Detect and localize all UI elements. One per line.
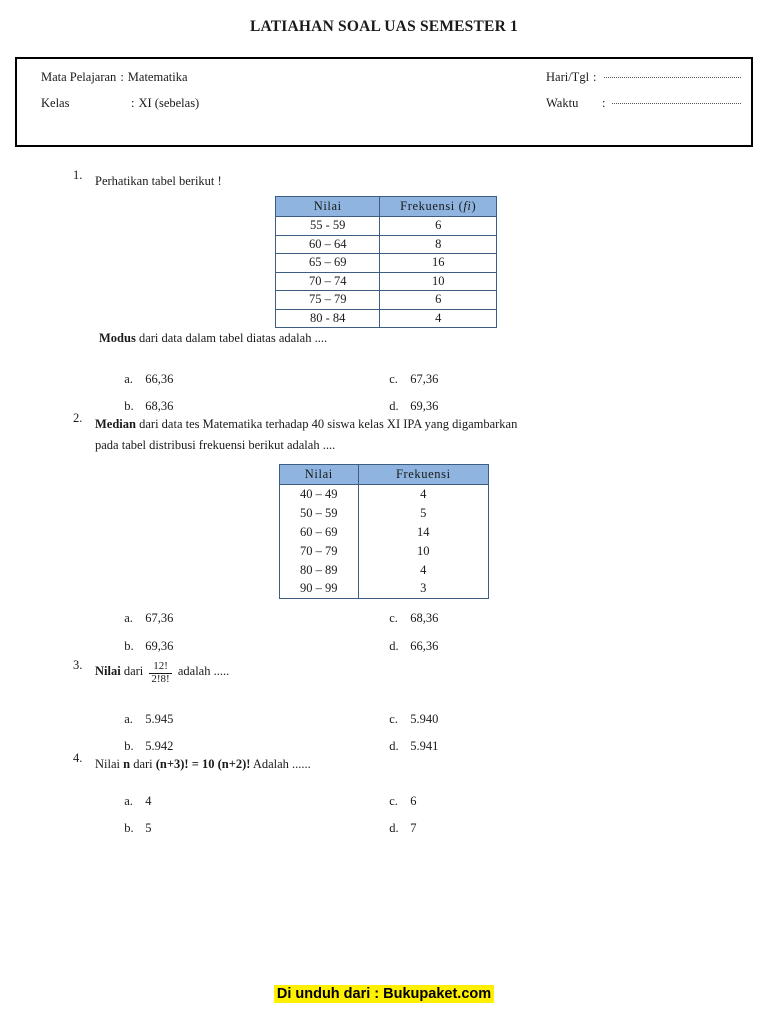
table1-interval: 55 - 59 [276,217,380,236]
q4-pre: Nilai [95,757,124,771]
table2-header-frekuensi: Frekuensi [358,465,488,485]
frequency-table-2 [279,464,489,599]
subject-value: Matematika [127,70,188,84]
table1-interval: 60 – 64 [276,235,380,254]
table1-frequency: 6 [380,217,497,236]
frek-post: ) [471,199,477,213]
option-key: a. [124,794,133,808]
option-value: 5.942 [145,739,174,753]
date-label: Hari/Tgl [546,70,590,84]
question-2-prompt [95,411,517,437]
question-2-option-c[interactable] [383,596,438,626]
median-line2: pada tabel distribusi frekuensi berikut adalah .... [95,438,336,452]
table2-frequency: 4 [420,562,427,577]
time-label: Waktu [546,96,579,110]
table-row [276,309,497,328]
fraction-numerator: 12! [149,661,171,674]
table1-interval: 75 – 79 [276,291,380,310]
date-colon: : [593,70,597,84]
question-4-option-d[interactable] [383,806,417,836]
option-key: d. [389,739,399,753]
option-value: 68,36 [145,399,174,413]
table-row [276,235,497,254]
question-3-option-c[interactable] [383,697,438,727]
question-1-option-d[interactable] [383,384,438,414]
table2-interval: 80 – 89 [280,561,359,580]
q3-pre: dari [120,664,147,678]
class-row [41,96,199,111]
table-row [276,254,497,273]
option-key: b. [124,639,134,653]
q4-post: Adalah ...... [250,757,311,771]
table-row [280,523,489,542]
question-3-number: 3. [73,658,83,672]
q4-mid: dari [130,757,156,771]
option-key: d. [389,399,399,413]
option-key: b. [124,821,134,835]
question-3-option-a[interactable] [118,697,173,727]
option-value: 66,36 [145,372,174,386]
table-row [280,485,489,504]
table1-frequency: 6 [380,291,497,310]
question-2-option-b[interactable] [118,624,173,654]
time-fill-line[interactable] [612,103,741,104]
option-value: 5.945 [145,712,174,726]
class-label: Kelas [41,96,70,110]
frequency-table-1 [275,196,497,328]
option-value: 5 [145,821,152,835]
q3-post: adalah ..... [174,664,230,678]
modus-keyword: Modus [99,331,136,345]
option-value: 69,36 [410,399,439,413]
table2-frequency: 14 [417,524,430,539]
question-1-option-a[interactable] [118,357,173,387]
option-key: d. [389,821,399,835]
table2-frequency: 10 [417,543,430,558]
table2-interval: 60 – 69 [280,523,359,542]
option-value: 6 [410,794,417,808]
option-value: 67,36 [410,372,439,386]
option-value: 4 [145,794,152,808]
table1-frequency: 16 [380,254,497,273]
time-colon: : [602,96,606,110]
option-key: c. [389,372,398,386]
median-keyword: Median [95,417,136,431]
table2-interval: 70 – 79 [280,542,359,561]
table1-frequency: 4 [380,309,497,328]
nilai-keyword: Nilai [95,664,121,678]
question-3-option-b[interactable] [118,724,173,754]
option-key: c. [389,611,398,625]
q4-variable: n [123,757,131,771]
table2-frequency: 4 [420,486,427,501]
table2-frequency: 5 [420,505,427,520]
table1-interval: 65 – 69 [276,254,380,273]
question-3-prompt [95,658,229,686]
option-value: 68,36 [410,611,439,625]
option-key: c. [389,794,398,808]
option-value: 7 [410,821,417,835]
question-2-number: 2. [73,411,83,425]
footer [0,985,768,1003]
time-row [546,96,741,111]
median-line1: dari data tes Matematika terhadap 40 siswa kelas XI IPA yang digambarkan [135,417,518,431]
class-colon: : [131,96,135,110]
option-key: a. [124,712,133,726]
modus-rest: dari data dalam tabel diatas adalah .... [135,331,328,345]
date-row [546,70,741,85]
option-value: 69,36 [145,639,174,653]
option-key: a. [124,611,133,625]
option-value: 67,36 [145,611,174,625]
table-row [276,291,497,310]
table1-frequency: 8 [380,235,497,254]
question-1-option-c[interactable] [383,357,438,387]
question-4-option-a[interactable] [118,779,152,809]
table1-header-nilai: Nilai [276,197,380,217]
question-2-option-a[interactable] [118,596,173,626]
table-header-row [276,197,497,217]
frek-pre: Frekuensi ( [400,199,464,213]
option-value: 5.940 [410,712,439,726]
subject-row [41,70,188,85]
exam-header-box [15,57,753,147]
factorial-fraction [149,661,171,685]
table1-header-frekuensi [380,197,497,217]
question-4-prompt [95,751,311,777]
option-key: a. [124,372,133,386]
table1-frequency: 10 [380,272,497,291]
question-1-subprompt [99,331,327,346]
question-1-option-b[interactable] [118,384,173,414]
question-4-number: 4. [73,751,83,765]
q4-equation: (n+3)! = 10 (n+2)! [155,757,251,771]
table-row [276,272,497,291]
date-fill-line[interactable] [604,77,741,78]
table-header-row [280,465,489,485]
table1-interval: 70 – 74 [276,272,380,291]
option-key: d. [389,639,399,653]
question-1-number: 1. [73,168,83,182]
frek-italic: fi [463,199,472,213]
table1-interval: 80 - 84 [276,309,380,328]
table2-interval: 50 – 59 [280,504,359,523]
table-row [276,217,497,236]
table-row [280,561,489,580]
subject-colon: : [120,70,124,84]
table2-header-nilai: Nilai [280,465,359,485]
option-value: 5.941 [410,739,439,753]
page-title: LATIAHAN SOAL UAS SEMESTER 1 [249,18,519,35]
question-2-option-d[interactable] [383,624,438,654]
option-key: b. [124,399,134,413]
table2-interval: 40 – 49 [280,485,359,504]
table-row [280,542,489,561]
table2-interval: 90 – 99 [280,580,359,599]
source-attribution: Di unduh dari : Bukupaket.com [274,985,494,1003]
class-value: XI (sebelas) [138,96,200,110]
question-1-prompt: Perhatikan tabel berikut ! [95,174,222,188]
table2-frequency: 3 [420,581,427,596]
option-key: c. [389,712,398,726]
option-key: b. [124,739,134,753]
fraction-denominator: 2!8! [151,673,170,685]
option-value: 66,36 [410,639,439,653]
question-4-option-c[interactable] [383,779,417,809]
table-row [280,504,489,523]
question-4-option-b[interactable] [118,806,152,836]
subject-label: Mata Pelajaran [41,70,117,84]
question-3-option-d[interactable] [383,724,438,754]
question-2-prompt-line2 [95,438,335,453]
